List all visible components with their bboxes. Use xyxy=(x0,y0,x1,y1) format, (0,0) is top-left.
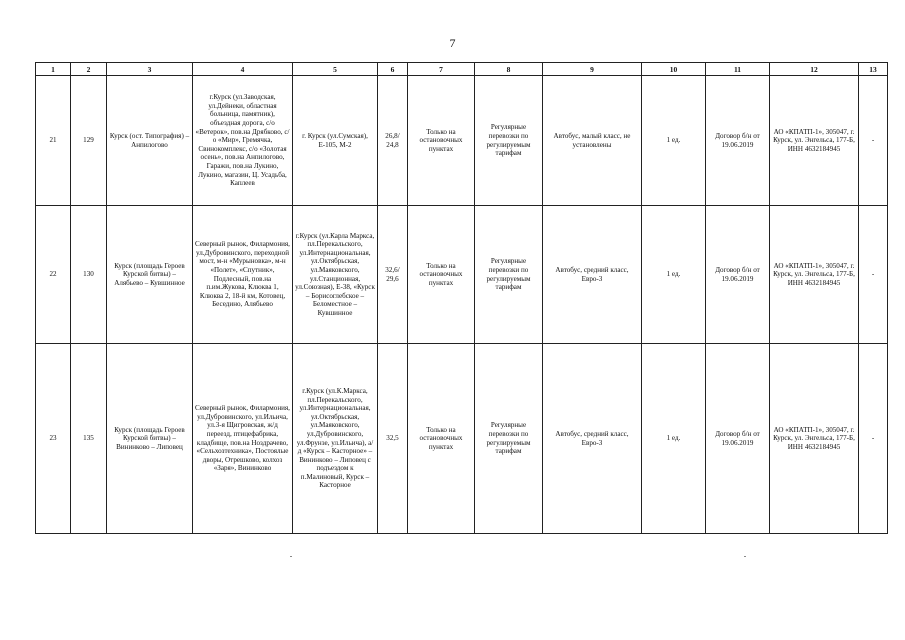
transport-type: Регулярные перевозки по регулируемым тарифам xyxy=(475,344,543,534)
stop-order: Только на остановочных пунктах xyxy=(408,206,475,344)
vehicle-class: Автобус, средний класс, Евро-3 xyxy=(543,344,642,534)
vehicle-count: 1 ед. xyxy=(642,206,706,344)
route-streets: г.Курск (ул.К.Маркса, пл.Перекальского, ул.Интернациональная, ул.Октябрьская, ул.Маяковского, ул.Дубровинского, ул.Фрунзе, ул.Ильича), а/д «Курск – Касторное» – Вининково – Липовец с подъездом к п.Малиновый, Курск – Касторное xyxy=(293,344,378,534)
row-seq: 22 xyxy=(36,206,71,344)
table-row xyxy=(36,344,888,534)
stop-order: Только на остановочных пунктах xyxy=(408,344,475,534)
column-header: 10 xyxy=(642,63,706,76)
vehicle-class: Автобус, средний класс, Евро-3 xyxy=(543,206,642,344)
column-header: 7 xyxy=(408,63,475,76)
column-header: 2 xyxy=(71,63,107,76)
table-row xyxy=(36,76,888,206)
route-number: 135 xyxy=(71,344,107,534)
note: - xyxy=(859,344,888,534)
route-stops: Северный рынок, Филармония, ул.Дубровинского, переходной мост, м-н «Мурыновка», м-н «Полет», «Спутник», Подлесный, пов.на п.им.Жукова, Клюква 1, Клюква 2, 18-й км, Котовец, Беседино, Алябьево xyxy=(193,206,293,344)
scan-speck xyxy=(744,556,746,557)
column-header: 12 xyxy=(770,63,859,76)
column-header: 11 xyxy=(706,63,770,76)
route-length: 32,5 xyxy=(378,344,408,534)
column-header: 6 xyxy=(378,63,408,76)
carrier: АО «КПАТП-1», 305047, г. Курск, ул. Энгельса, 177-Б, ИНН 4632184945 xyxy=(770,206,859,344)
route-streets: г.Курск (ул.Карла Маркса, пл.Перекальского, ул.Интернациональная, ул.Октябрьская, ул.Маяковского, ул.Станционная, ул.Союзная), Е-38, «Курск – Борисоглебское – Беломестное – Кувшинное xyxy=(293,206,378,344)
route-number: 129 xyxy=(71,76,107,206)
vehicle-count: 1 ед. xyxy=(642,344,706,534)
vehicle-class: Автобус, малый класс, не установлены xyxy=(543,76,642,206)
column-header: 4 xyxy=(193,63,293,76)
route-streets: г. Курск (ул.Сумская), Е-105, М-2 xyxy=(293,76,378,206)
routes-table xyxy=(35,62,888,534)
column-header: 13 xyxy=(859,63,888,76)
stop-order: Только на остановочных пунктах xyxy=(408,76,475,206)
table-header-row xyxy=(36,63,888,76)
column-header: 1 xyxy=(36,63,71,76)
row-seq: 21 xyxy=(36,76,71,206)
scan-speck xyxy=(290,556,292,557)
route-number: 130 xyxy=(71,206,107,344)
route-name: Курск (ост. Типография) – Анпилогово xyxy=(107,76,193,206)
column-header: 3 xyxy=(107,63,193,76)
note: - xyxy=(859,76,888,206)
route-length: 32,6/ 29,6 xyxy=(378,206,408,344)
row-seq: 23 xyxy=(36,344,71,534)
column-header: 8 xyxy=(475,63,543,76)
transport-type: Регулярные перевозки по регулируемым тарифам xyxy=(475,206,543,344)
contract: Договор б/н от 19.06.2019 xyxy=(706,76,770,206)
vehicle-count: 1 ед. xyxy=(642,76,706,206)
column-header: 9 xyxy=(543,63,642,76)
transport-type: Регулярные перевозки по регулируемым тарифам xyxy=(475,76,543,206)
carrier: АО «КПАТП-1», 305047, г. Курск, ул. Энгельса, 177-Б, ИНН 4632184945 xyxy=(770,76,859,206)
route-name: Курск (площадь Героев Курской битвы) – Вининково – Липовец xyxy=(107,344,193,534)
note: - xyxy=(859,206,888,344)
contract: Договор б/н от 19.06.2019 xyxy=(706,206,770,344)
page-number: 7 xyxy=(449,36,456,50)
table-row xyxy=(36,206,888,344)
route-stops: г.Курск (ул.Заводская, ул.Дейнеки, областная больница, памятник), объездная дорога, с/о «Ветерок», пов.на Дрябково, с/о «Мир», Гремячка, Свинокомплекс, с/о «Золотая осень», пов.на Анпилогово, Гаражи, пов.на Лукино, Лукино, магазин, Ц. Усадьба, Каплеев xyxy=(193,76,293,206)
route-stops: Северный рынок, Филармония, ул.Дубровинского, ул.Ильича, ул.3-я Щигровская, ж/д переезд, птицефабрика, кладбище, пов.на Ноздрачево, «Сельхозтехника», Постоялые дворы, Отрешково, колхоз «Заря», Вининково xyxy=(193,344,293,534)
column-header: 5 xyxy=(293,63,378,76)
carrier: АО «КПАТП-1», 305047, г. Курск, ул. Энгельса, 177-Б, ИНН 4632184945 xyxy=(770,344,859,534)
route-name: Курск (площадь Героев Курской битвы) – Алябьево – Кувшинное xyxy=(107,206,193,344)
route-length: 26,8/ 24,8 xyxy=(378,76,408,206)
contract: Договор б/н от 19.06.2019 xyxy=(706,344,770,534)
